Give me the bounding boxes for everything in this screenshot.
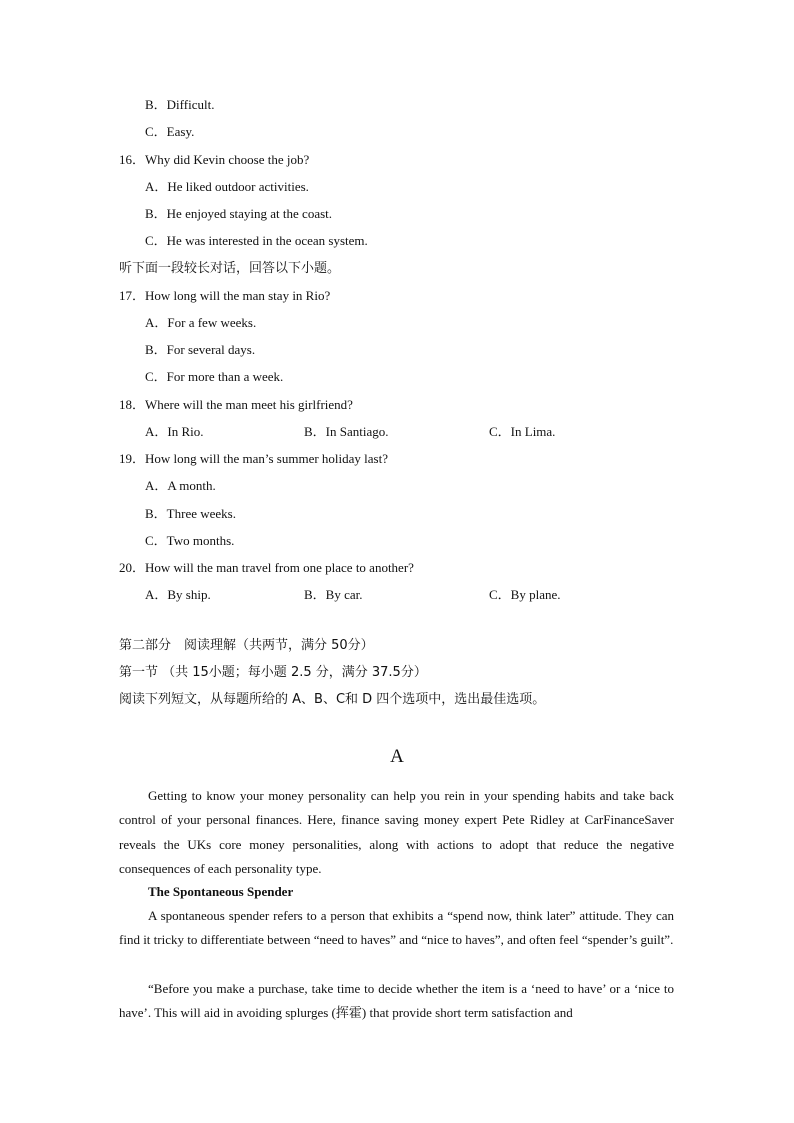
- q15-option-c: C．Easy.: [145, 124, 195, 139]
- paragraph-3: “Before you make a purchase, take time to decide whether the item is a ‘need to have’ or a ‘nice to have’. This will aid in avoiding splurges (挥霍) that provide short term satisfaction and: [119, 981, 674, 1021]
- part-heading: 第二部分 阅读理解（共两节，满分 50分）: [119, 638, 374, 653]
- q16-option-c: C．He was interested in the ocean system.: [145, 233, 368, 248]
- q19-question: 19．How long will the man’s summer holiday last?: [119, 451, 388, 466]
- q17-option-a: A．For a few weeks.: [145, 315, 257, 330]
- q20-option-b: B．By car.: [304, 587, 363, 602]
- q20-option-c: C．By plane.: [489, 587, 561, 602]
- q17-option-b: B．For several days.: [145, 342, 256, 357]
- q16-option-b: B．He enjoyed staying at the coast.: [145, 206, 333, 221]
- section-heading: 第一节 （共 15小题；每小题 2.5 分，满分 37.5分）: [119, 665, 427, 680]
- q19-option-b: B．Three weeks.: [145, 506, 236, 521]
- paragraph-2: A spontaneous spender refers to a person that exhibits a “spend now, think later” attitude. They can find it tricky to differentiate between “need to haves” and “nice to haves”, and often feel “spender’s guilt”.: [119, 908, 674, 948]
- q19-option-c: C．Two months.: [145, 533, 235, 548]
- q17-option-c: C．For more than a week.: [145, 369, 284, 384]
- q18-option-b: B．In Santiago.: [304, 424, 389, 439]
- reading-instruction: 阅读下列短文，从每题所给的 A、B、C和 D 四个选项中，选出最佳选项。: [119, 692, 546, 707]
- q20-question: 20．How will the man travel from one place to another?: [119, 560, 414, 575]
- paragraph-1: Getting to know your money personality can help you rein in your spending habits and take back control of your personal finances. Here, finance saving money expert Pete Ridley at CarFinanceSaver reveals the UKs core money personalities, along with actions to adopt that reduce the negative consequences of each personality type.: [119, 788, 674, 877]
- q20-option-a: A．By ship.: [145, 587, 211, 602]
- q16-question: 16．Why did Kevin choose the job?: [119, 152, 310, 167]
- q15-option-b: B．Difficult.: [145, 97, 215, 112]
- listening-instruction: 听下面一段较长对话，回答以下小题。: [119, 261, 341, 276]
- q19-option-a: A．A month.: [145, 478, 216, 493]
- q17-question: 17．How long will the man stay in Rio?: [119, 288, 331, 303]
- q18-option-a: A．In Rio.: [145, 424, 204, 439]
- subheading: The Spontaneous Spender: [148, 884, 294, 899]
- passage-title: A: [390, 746, 404, 767]
- q18-option-c: C．In Lima.: [489, 424, 556, 439]
- q18-question: 18．Where will the man meet his girlfriend?: [119, 397, 353, 412]
- q16-option-a: A．He liked outdoor activities.: [145, 179, 309, 194]
